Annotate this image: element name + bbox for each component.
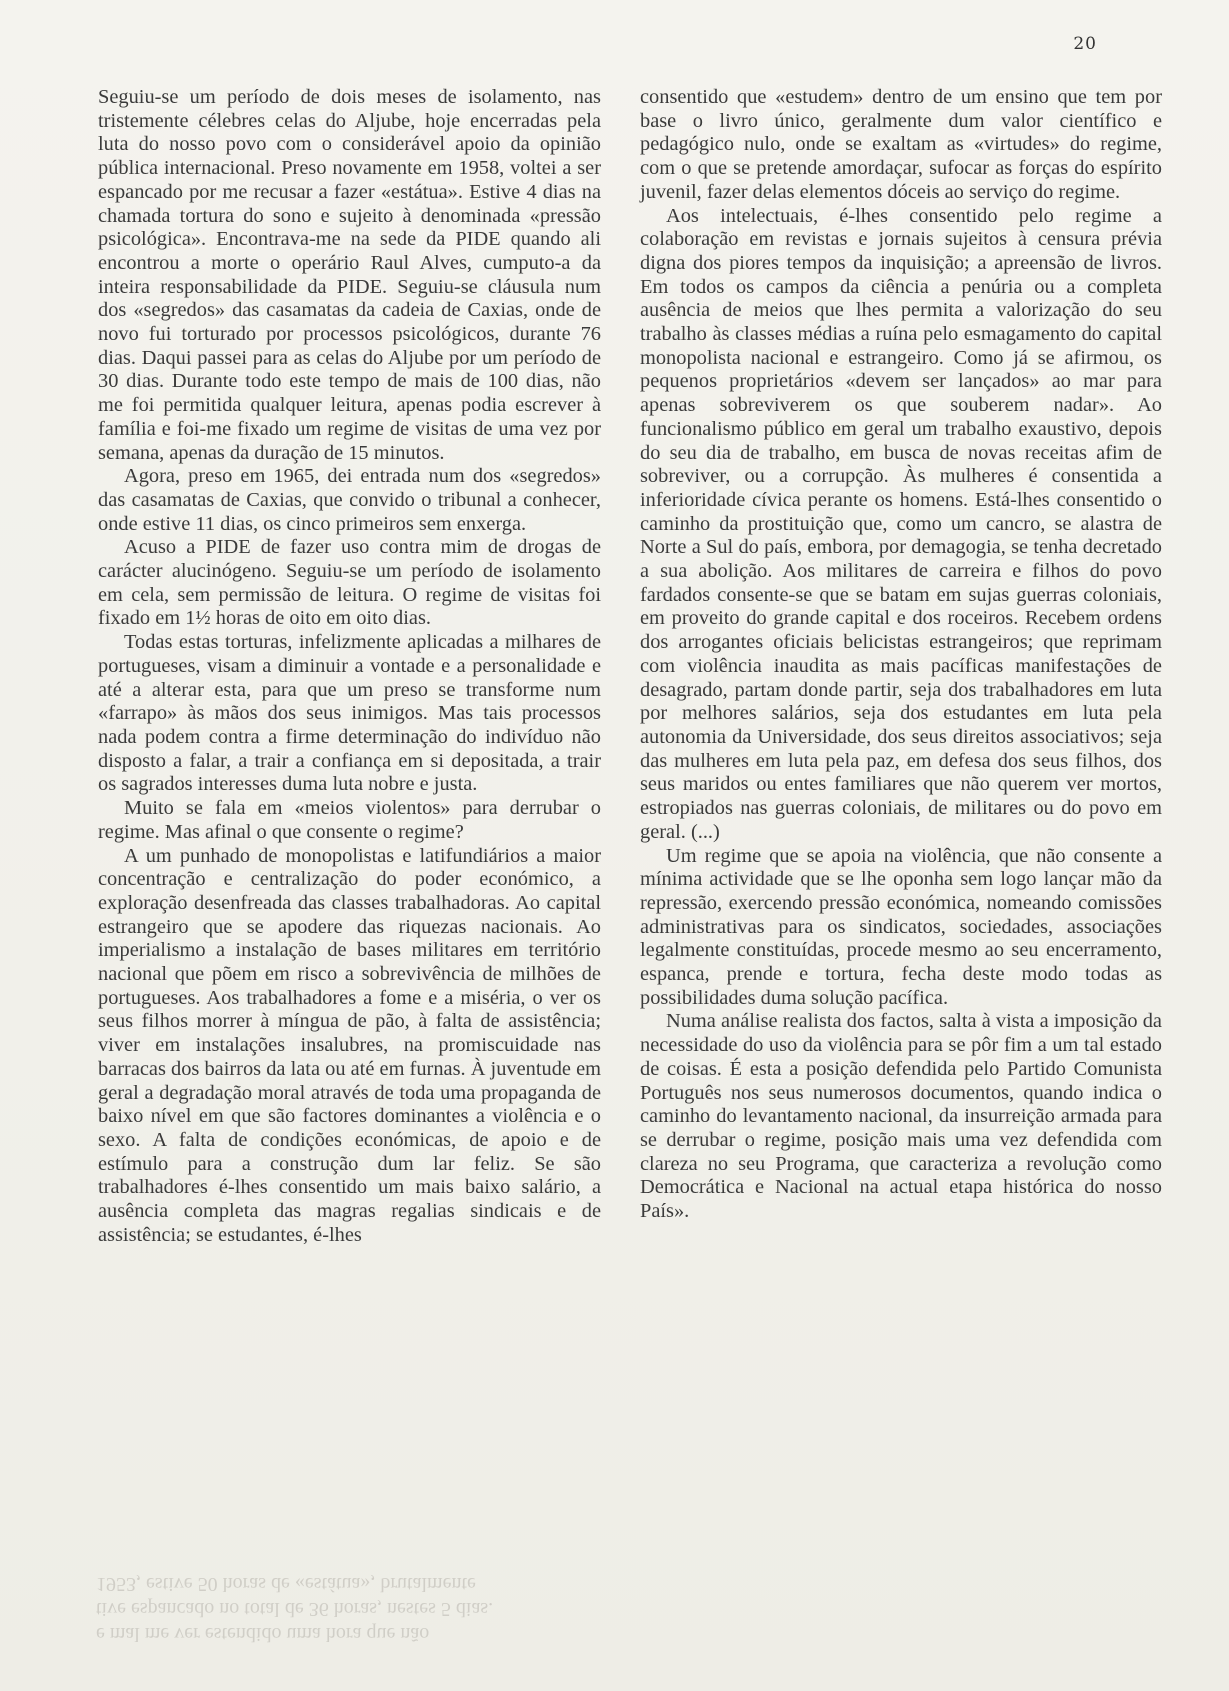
paragraph: Acuso a PIDE de fazer uso contra mim de drogas de carácter alucinógeno. Seguiu-se um período de isolamento em cela, sem permissão de leitura. O regime de visitas foi fixado em 1½ horas de oito em oito dias. (98, 536, 601, 630)
paragraph: Aos intelectuais, é-lhes consentido pelo regime a colaboração em revistas e jornais sujeitos à censura prévia digna dos piores tempos da inquisição; a apreensão de livros. Em todos os campos da ciência a penúria ou a completa ausência de meios que lhes permita a valorização do seu trabalho às classes médias a ruína pelo esmagamento do capital monopolista nacional e estrangeiro. Como já se afirmou, os pequenos proprietários «devem ser lançados» ao mar para apenas sobreviverem os que souberem nadar». Ao funcionalismo público em geral um trabalho exaustivo, depois do seu dia de trabalho, em busca de novas receitas afim de sobreviver, ou a corrupção. Às mulheres é consentida a inferioridade cívica perante os homens. Está-lhes consentido o caminho da prostituição que, como um cancro, se alastra de Norte a Sul do país, embora, por demagogia, se tenha decretado a sua abolição. Aos militares de carreira e filhos do povo fardados consente-se que se batam em sujas guerras coloniais, em proveito do grande capital e dos roceiros. Recebem ordens dos arrogantes oficiais belicistas estrangeiros; que reprimam com violência inaudita as mais pacíficas manifestações de desagrado, partam donde partir, seja dos trabalhadores em luta por melhores salários, seja dos estudantes em luta pela autonomia da Universidade, dos seus direitos associativos; seja das mulheres em luta pela paz, em defesa dos seus filhos, dos seus maridos ou entes familiares que não querem ver mortos, estropiados nas guerras coloniais, de militares ou do povo em geral. (...) (640, 204, 1162, 843)
show-through-text: tive espancado no total de 36 horas, nestes 5 dias. (96, 1598, 494, 1620)
paragraph: Todas estas torturas, infelizmente aplicadas a milhares de portugueses, visam a diminuir a vontade e a personalidade e até a alterar esta, para que um preso se transforme num «farrapo» às mãos dos seus inimigos. Mas tais processos nada podem contra a firme determinação do indivíduo não disposto a falar, a trair a confiança em si depositada, a trair os sagrados interesses duma luta nobre e justa. (98, 631, 601, 796)
paragraph: Agora, preso em 1965, dei entrada num dos «segredos» das casamatas de Caxias, que convido o tribunal a conhecer, onde estive 11 dias, os cinco primeiros sem enxerga. (98, 465, 601, 535)
right-column (640, 86, 1162, 1224)
paragraph: Numa análise realista dos factos, salta à vista a imposição da necessidade do uso da violência para se pôr fim a um tal estado de coisas. É esta a posição defendida pelo Partido Comunista Português nos seus numerosos documentos, quando indica o caminho do levantamento nacional, da insurreição armada para se derrubar o regime, posição mais uma vez defendida com clareza no seu Programa, que caracteriza a revolução como Democrática e Nacional na actual etapa histórica do nosso País». (640, 1010, 1162, 1223)
paragraph: Seguiu-se um período de dois meses de isolamento, nas tristemente célebres celas do Aljube, hoje encerradas pela luta do nosso povo com o considerável apoio da opinião pública internacional. Preso novamente em 1958, voltei a ser espancado por me recusar a fazer «estátua». Estive 4 dias na chamada tortura do sono e sujeito à denominada «pressão psicológica». Encontrava-me na sede da PIDE quando ali encontrou a morte o operário Raul Alves, cumputo-a da inteira responsabilidade da PIDE. Seguiu-se cláusula num dos «segredos» das casamatas da cadeia de Caxias, onde de novo fui torturado por processos psicológicos, durante 76 dias. Daqui passei para as celas do Aljube por um período de 30 dias. Durante todo este tempo de mais de 100 dias, não me foi permitida qualquer leitura, apenas podia escrever à família e foi-me fixado um regime de visitas de uma vez por semana, apenas da duração de 15 minutos. (98, 86, 601, 464)
show-through-text: e mal me ver estendido uma hora que não (96, 1623, 430, 1645)
show-through-text: 1953, estive 50 horas de «estátua», brutalmente (96, 1573, 476, 1595)
paragraph: Muito se fala em «meios violentos» para derrubar o regime. Mas afinal o que consente o regime? (98, 797, 601, 843)
left-column (98, 86, 601, 1247)
paragraph: consentido que «estudem» dentro de um ensino que tem por base o livro único, geralmente dum valor científico e pedagógico nulo, onde se exaltam as «virtudes» do regime, com o que se pretende amordaçar, sufocar as forças do espírito juvenil, fazer delas elementos dóceis ao serviço do regime. (640, 86, 1162, 203)
paragraph: Um regime que se apoia na violência, que não consente a mínima actividade que se lhe oponha sem logo lançar mão da repressão, exercendo pressão económica, nomeando comissões administrativas para os sindicatos, sociedades, associações legalmente constituídas, procede mesmo ao seu encerramento, espanca, prende e tortura, fecha deste modo todas as possibilidades duma solução pacífica. (640, 844, 1162, 1009)
page-number: 20 (1073, 34, 1097, 54)
paragraph: A um punhado de monopolistas e latifundiários a maior concentração e centralização do poder económico, a exploração desenfreada das classes trabalhadoras. Ao capital estrangeiro que se apodere das riquezas nacionais. Ao imperialismo a instalação de bases militares em território nacional que põem em risco a sobrevivência de milhões de portugueses. Aos trabalhadores a fome e a miséria, o ver os seus filhos morrer à míngua de pão, à falta de assistência; viver em instalações insalubres, na promiscuidade nas barracas dos bairros da lata ou até em furnas. À juventude em geral a degradação moral através de toda uma propaganda de baixo nível em que são factores dominantes a violência e o sexo. A falta de condições económicas, de apoio e de estímulo para a construção dum lar feliz. Se são trabalhadores é-lhes consentido um mais baixo salário, a ausência completa das magras regalias sindicais e de assistência; se estudantes, é-lhes (98, 844, 601, 1246)
